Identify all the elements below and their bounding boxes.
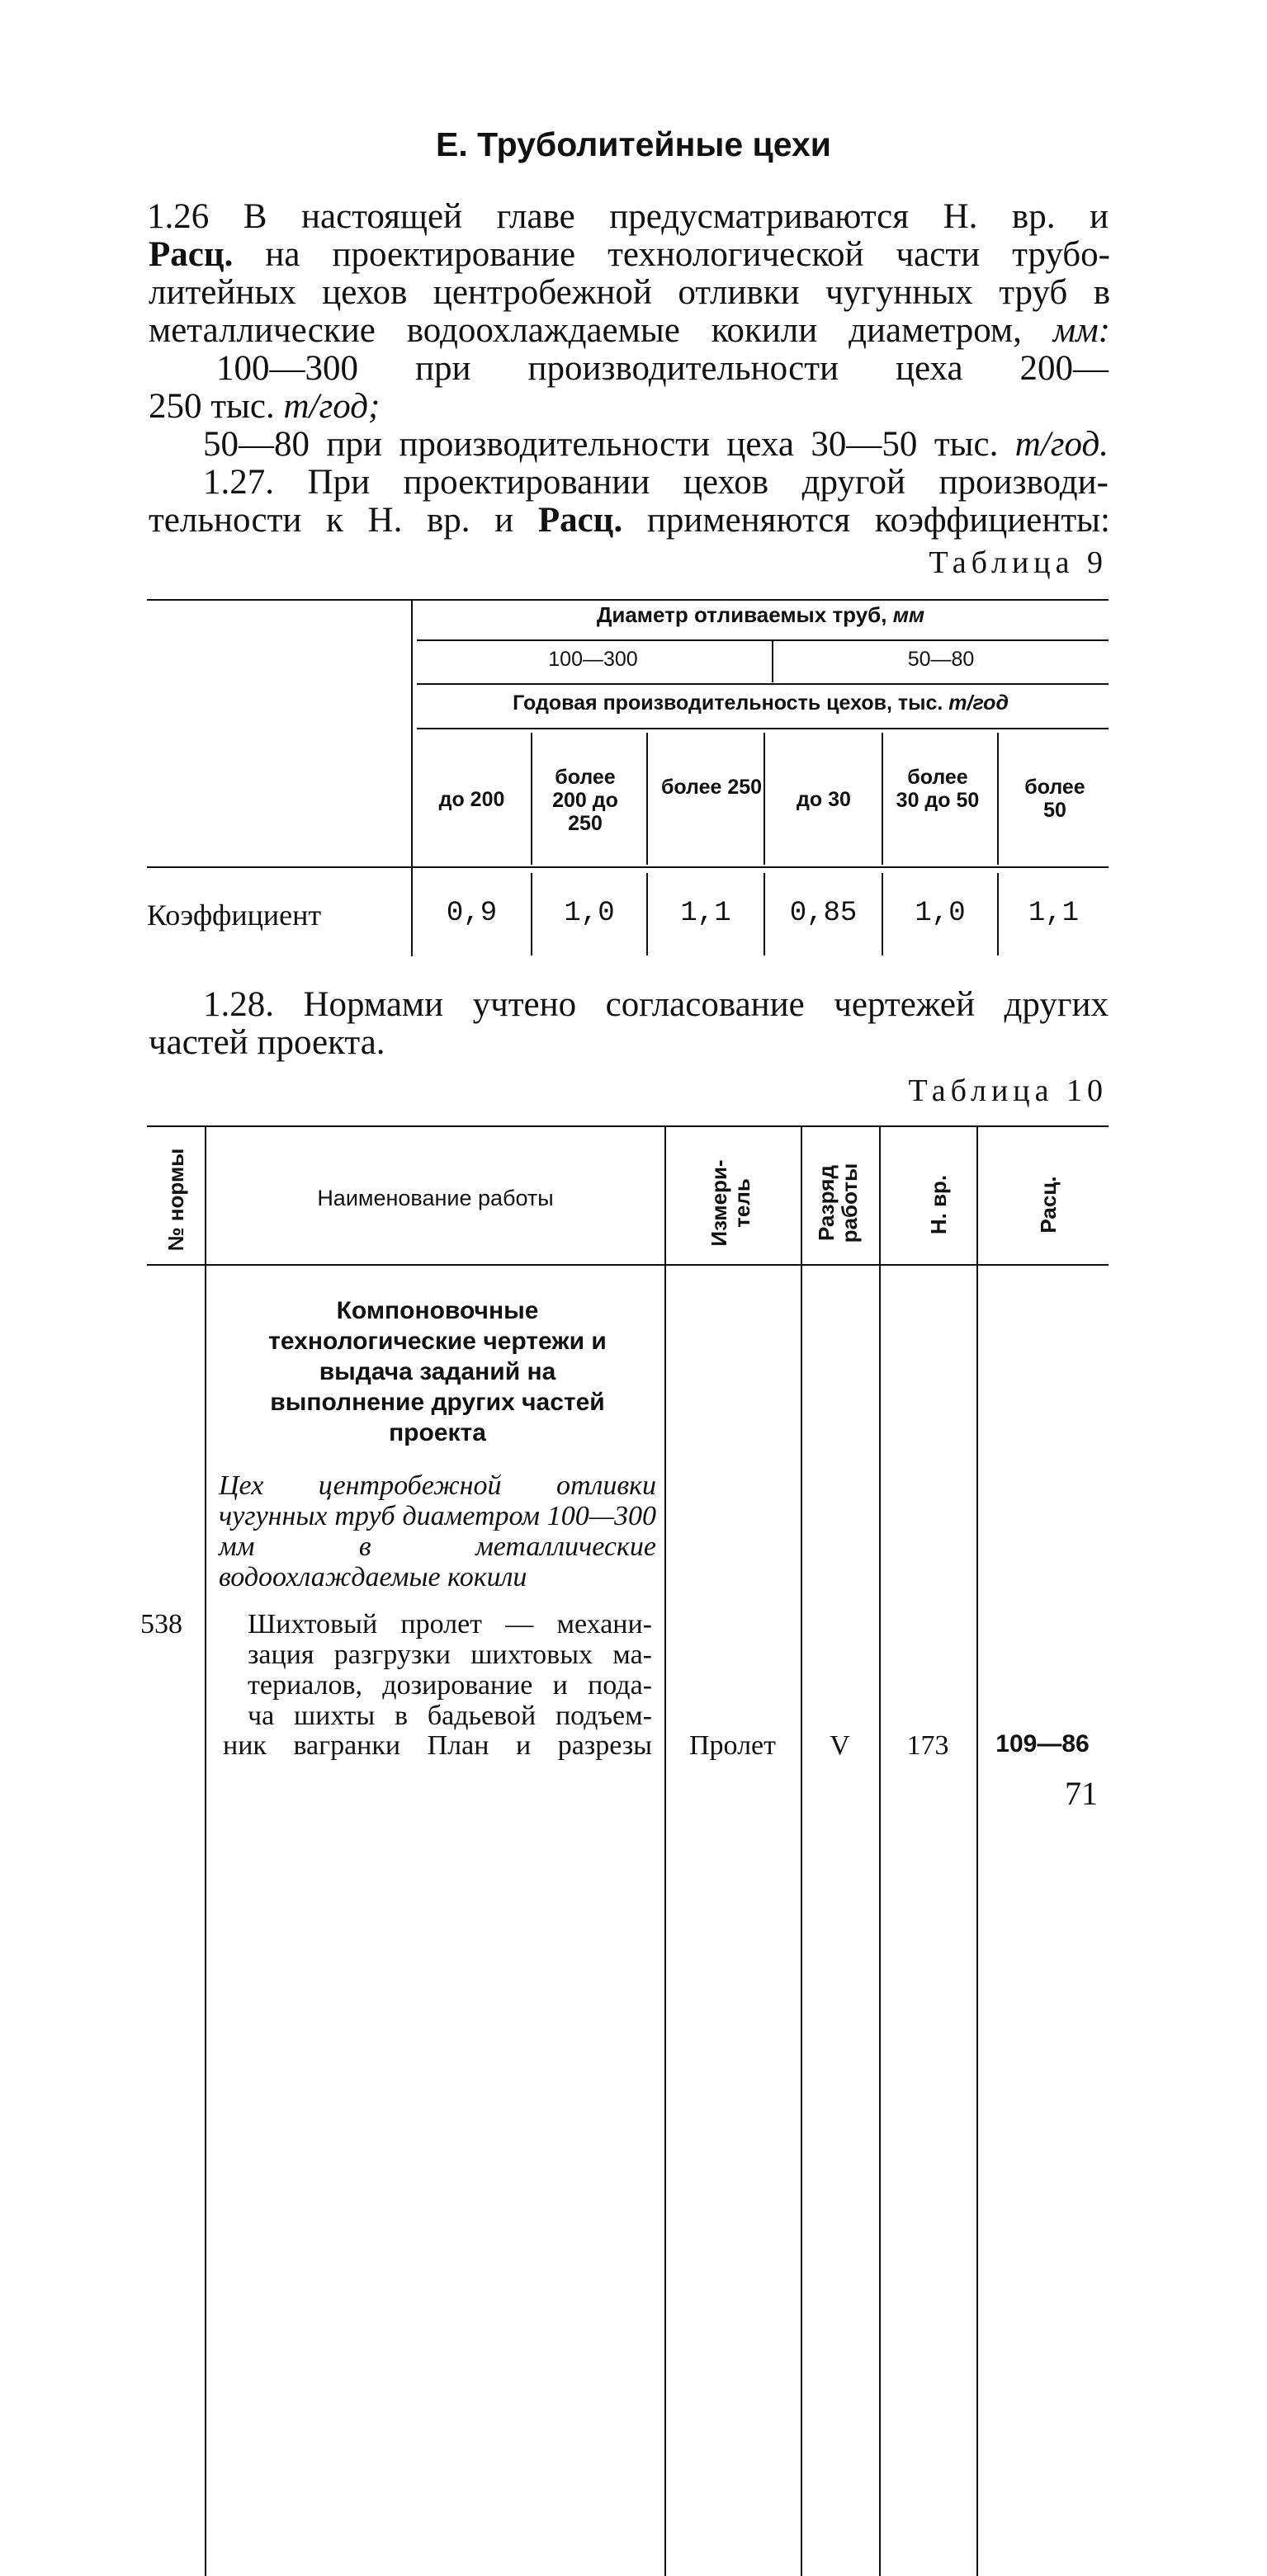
table-10-header-grade: Разряд работы xyxy=(814,1163,862,1243)
bold-term: Расц. xyxy=(537,501,623,540)
table-10-header-hours: Н. вр. xyxy=(926,1174,951,1235)
table-9-value: 1,0 xyxy=(915,898,966,929)
table-rule xyxy=(801,1127,802,2576)
range-line-3 xyxy=(203,426,1109,464)
unit-text: т/год xyxy=(948,691,1009,715)
table-9-col-3: более 250 xyxy=(660,776,763,799)
table-9-value: 1,1 xyxy=(1028,898,1080,929)
table-10-header-unit: Измери- тель xyxy=(707,1159,754,1247)
table-9-header-diameter xyxy=(413,602,1109,628)
table-rule xyxy=(147,1125,1109,1127)
table-10-row-name-3: териалов, дозирование и пода- xyxy=(248,1670,652,1701)
page-number: 71 xyxy=(1065,1775,1098,1812)
table-rule xyxy=(417,639,1109,641)
header-text: Диаметр отливаемых труб, xyxy=(596,602,893,627)
table-10-header-num: № нормы xyxy=(163,1148,188,1252)
table-9-value: 0,9 xyxy=(446,898,498,929)
unit-text: мм xyxy=(892,602,925,627)
table-10-row-hours: 173 xyxy=(906,1730,949,1761)
table-9-value: 1,0 xyxy=(564,898,615,929)
unit-text: т/год. xyxy=(1014,425,1109,464)
table-rule xyxy=(205,1127,206,2576)
table-9-col-5: более 30 до 50 xyxy=(896,766,980,812)
table-rule xyxy=(147,866,1109,868)
table-10-row-num: 538 xyxy=(140,1609,182,1639)
table-9-group-50-80: 50—80 xyxy=(907,648,975,671)
table-rule xyxy=(417,728,1109,729)
table-rule xyxy=(976,1127,978,2576)
table-9-caption: Таблица 9 xyxy=(929,545,1108,580)
paragraph-1-28-line-2: частей проекта. xyxy=(149,1023,385,1062)
table-10-row-name-4: ча шихты в бадьевой подъем- xyxy=(248,1701,652,1731)
table-9-row-label: Коэффициент xyxy=(147,899,322,932)
table-10-caption: Таблица 10 xyxy=(908,1073,1108,1108)
table-rule xyxy=(646,733,648,865)
paragraph-text: 50—80 при производительности цеха 30—50 тыс. xyxy=(203,425,1015,464)
table-rule xyxy=(147,1264,1109,1266)
table-rule xyxy=(997,733,999,865)
table-rule xyxy=(417,683,1109,685)
table-9-col-6: более 50 xyxy=(1024,776,1085,822)
table-10-header-name: Наименование работы xyxy=(317,1186,554,1210)
table-rule xyxy=(664,1127,666,2576)
bold-term: Расц. xyxy=(149,235,234,274)
unit-text: т/год; xyxy=(283,387,381,426)
range-line-2 xyxy=(149,388,1110,426)
paragraph-text: на проектирование технологической части трубо- xyxy=(233,235,1110,274)
table-10-row-name-5: ник вагранки План и разрезы xyxy=(223,1730,652,1761)
table-rule xyxy=(147,599,1109,601)
paragraph-1-27-line-1: 1.27. При проектировании цехов другой производи- xyxy=(203,463,1109,502)
table-10-row-rate: 109—86 xyxy=(995,1730,1090,1757)
table-9-header-productivity xyxy=(413,691,1109,715)
paragraph-1-28-line-1: 1.28. Нормами учтено согласование чертежей других xyxy=(203,985,1109,1024)
table-10-header-rate: Расц. xyxy=(1036,1176,1061,1234)
section-title: Е. Труболитейные цехи xyxy=(435,125,832,163)
paragraph-text: 250 тыс. xyxy=(149,387,284,426)
table-10-subsection: Цех центробежной отливки чугунных труб диаметром 100—300 мм в металлические водоохлаждаемые кокили xyxy=(219,1470,656,1592)
paragraph-text: металлические водоохлаждаемые кокили диаметром, xyxy=(149,311,1053,350)
paragraph-text: тельности к Н. вр. и xyxy=(149,501,538,540)
paragraph-1-26-line-4 xyxy=(149,312,1110,350)
paragraph-1-26-line-3: литейных цехов центробежной отливки чугунных труб в xyxy=(149,273,1110,312)
table-10-section-title: Компоновочные технологические чертежи и выдача заданий на выполнение других частей проекта xyxy=(268,1297,607,1446)
table-9-col-2: более 200 до 250 xyxy=(552,766,618,835)
paragraph-1-27-line-2 xyxy=(149,502,1110,540)
paragraph-1-26-line-2 xyxy=(149,236,1110,274)
range-line-1: 100—300 при производительности цеха 200— xyxy=(216,349,1109,388)
table-9-col-4: до 30 xyxy=(797,788,851,811)
table-rule xyxy=(531,733,532,865)
table-10-row-unit: Пролет xyxy=(688,1730,777,1761)
table-9-col-1: до 200 xyxy=(438,788,505,811)
table-rule xyxy=(879,1127,881,2576)
table-10-row-name-2: зация разгрузки шихтовых ма- xyxy=(248,1639,652,1670)
paragraph-text: В настоящей главе предусматриваются Н. вр. и xyxy=(209,197,1109,236)
header-text: Годовая производительность цехов, тыс. xyxy=(513,691,949,715)
table-rule xyxy=(882,733,883,865)
clause-number: 1.26 xyxy=(147,197,210,236)
table-9-group-100-300: 100—300 xyxy=(548,648,638,671)
paragraph-1-26-line-1 xyxy=(147,198,1109,236)
table-9-value: 1,1 xyxy=(680,898,731,929)
table-10-row-grade: V xyxy=(830,1730,850,1761)
table-9-value: 0,85 xyxy=(789,898,858,929)
unit-text: мм: xyxy=(1052,311,1110,350)
paragraph-text: применяются коэффициенты: xyxy=(622,501,1110,540)
table-10-row-name-1: Шихтовый пролет — механи- xyxy=(248,1609,652,1639)
